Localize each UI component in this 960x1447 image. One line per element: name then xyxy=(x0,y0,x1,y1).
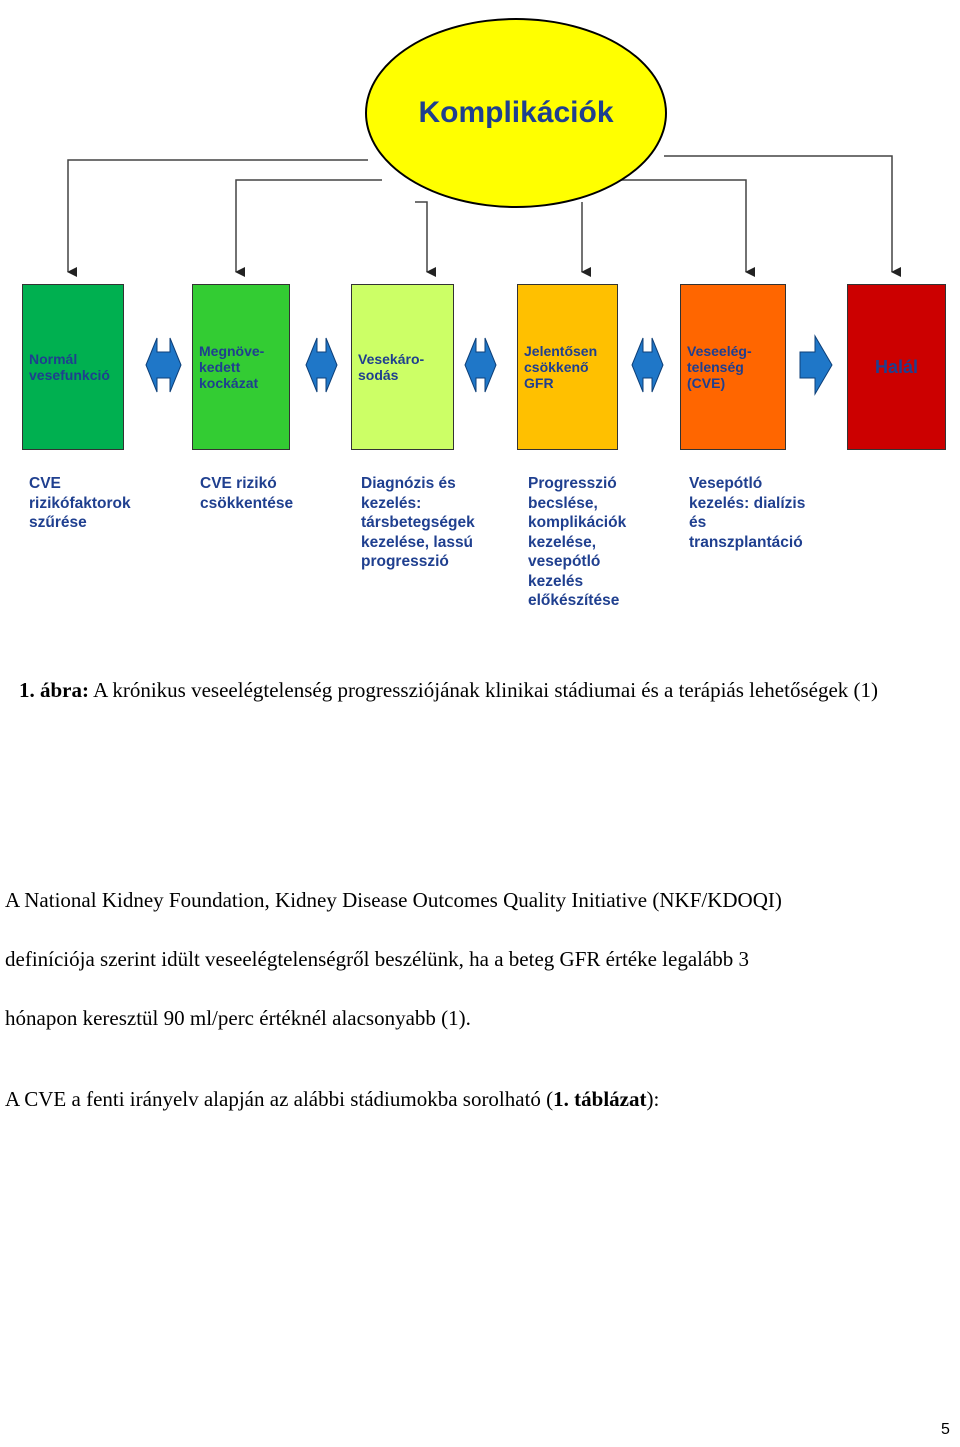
paragraph-line: A National Kidney Foundation, Kidney Disease Outcomes Quality Initiative (NKF/KDOQI) xyxy=(5,888,782,912)
definition-paragraph xyxy=(5,886,957,1063)
figure-caption-text: A krónikus veseelégtelenség progressziójának klinikai stádiumai és a terápiás lehetőségek (1) xyxy=(89,678,879,702)
table-reference: 1. táblázat xyxy=(553,1087,647,1111)
therapy-progression: Progresszió becslése, komplikációk kezelése, vesepótló kezelés előkészítése xyxy=(528,475,627,609)
stage-label: Halál xyxy=(874,357,919,377)
right-arrow-icon xyxy=(800,336,832,394)
figure-caption xyxy=(19,676,939,728)
stages-intro-paragraph xyxy=(5,1085,957,1144)
therapy-rf-screening: CVE rizikófaktorok szűrése xyxy=(29,475,131,531)
paragraph-line: hónapon keresztül 90 ml/perc értéknél alacsonyabb (1). xyxy=(5,1006,471,1030)
double-arrow-icon xyxy=(632,338,663,392)
therapy-risk-reduction: CVE rizikó csökkentése xyxy=(200,475,294,512)
double-arrow-icon xyxy=(146,338,181,392)
double-arrow-icon xyxy=(465,338,496,392)
complications-label: Komplikációk xyxy=(418,96,614,129)
paragraph-line: definíciója szerint idült veseelégtelenségről beszélünk, ha a beteg GFR értéke legalább 3 xyxy=(5,947,750,971)
therapy-replacement: Vesepótló kezelés: dialízis és transzplantáció xyxy=(689,475,806,551)
therapy-diagnosis: Diagnózis és kezelés: társbetegségek kezelése, lassú progresszió xyxy=(361,475,475,570)
page-number: 5 xyxy=(941,1421,950,1438)
stage-label: Megnöve- kedett kockázat xyxy=(199,343,265,391)
stage-transition-arrows xyxy=(0,0,960,460)
stage-label: Normál vesefunkció xyxy=(29,351,110,383)
stage-label: Jelentősen csökkenő GFR xyxy=(524,343,598,391)
double-arrow-icon xyxy=(306,338,337,392)
ckd-progression-diagram xyxy=(0,0,960,640)
stage-label: Vesekáro- sodás xyxy=(358,351,425,383)
intro-text-end: ): xyxy=(646,1087,660,1111)
stage-label: Veseelég- telenség (CVE) xyxy=(687,343,752,391)
intro-text: A CVE a fenti irányelv alapján az alábbi stádiumokba sorolható ( xyxy=(5,1087,554,1111)
figure-caption-number: 1. ábra: xyxy=(19,678,89,702)
